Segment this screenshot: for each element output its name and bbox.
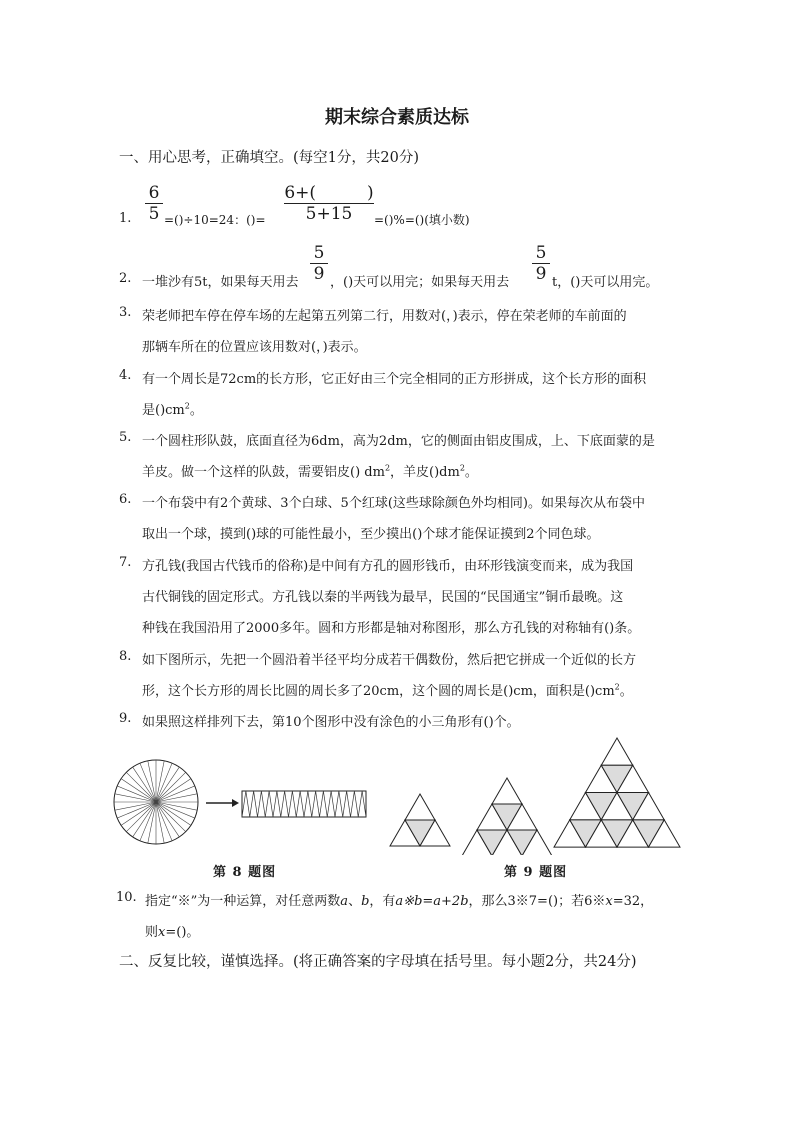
q9-number: 9.	[119, 711, 132, 726]
q2-text-c: t，()天可以用完。	[552, 275, 659, 290]
q3-number: 3.	[119, 305, 132, 320]
q8-sup: 2	[614, 682, 620, 692]
fig8-caption: 第 8 题图	[213, 865, 277, 880]
q9-line-1: 如果照这样排列下去，第10个图形中没有涂色的小三角形有()个。	[142, 715, 520, 730]
q4-sup: 2	[184, 401, 190, 411]
unshaded-small-triangle	[601, 738, 633, 765]
fig8-rectangle	[242, 791, 366, 817]
q5-line-2b: ，羊皮()dm	[390, 465, 460, 480]
q1-number: 1.	[119, 211, 132, 226]
fig8-circle	[114, 760, 198, 844]
q1-fraction-2	[284, 183, 374, 224]
q4-number: 4.	[119, 368, 132, 383]
q10-var-b: b	[361, 894, 370, 909]
q1-frac1-numerator: 6	[148, 183, 160, 203]
q5-sup-2: 2	[459, 463, 465, 473]
q7-line-3: 种钱在我国沿用了2000多年。圆和方形都是轴对称图形，那么方孔钱的对称轴有()条。	[142, 621, 641, 636]
q10-l2a: 则	[145, 925, 159, 940]
q5-line-1: 一个圆柱形队鼓，底面直径为6dm，高为2dm，它的侧面由铝皮围成，上、下底面蒙的是	[142, 434, 655, 449]
q10-line-2	[145, 921, 199, 940]
fig9-caption: 第 9 题图	[504, 865, 568, 880]
q10-b: ，有	[369, 894, 396, 909]
arrow-icon	[206, 799, 239, 807]
fig9-triangle-2-grid	[462, 778, 552, 855]
q5-line-2a: 羊皮。做一个这样的队鼓，需要铝皮() dm	[142, 465, 385, 480]
q10-c: ，那么3※7=()；若6※	[468, 894, 606, 909]
q5-number: 5.	[119, 430, 132, 445]
q1-frac2-numerator: 6+( )	[284, 183, 374, 203]
q1-frac1-denominator: 5	[148, 204, 160, 224]
q2-fraction-1	[310, 243, 328, 284]
q10-line-1	[145, 890, 653, 909]
q10-sep: 、	[348, 894, 362, 909]
q8-line-2-text: 形，这个长方形的周长比圆的周长多了20cm，这个圆的周长是()cm，面积是()cm	[142, 684, 615, 699]
q4-line-2	[142, 399, 203, 418]
q10-number: 10.	[116, 890, 137, 905]
q4-line-2-text: 是()cm	[142, 403, 185, 418]
q4-end: 。	[189, 403, 203, 418]
q2-text-b: ，()天可以用完；如果每天用去	[330, 275, 510, 290]
fig9-triangle-3-grid	[554, 738, 680, 847]
q10-l2x: x	[158, 925, 166, 940]
q10-var-a: a	[340, 894, 349, 909]
q2-number: 2.	[119, 271, 132, 286]
q5-line-2	[142, 461, 478, 480]
q1-mid: =()÷10=24：	[164, 213, 247, 227]
q1-text-mid	[164, 211, 266, 228]
unshaded-small-triangle	[492, 778, 522, 804]
q7-line-2: 古代铜钱的固定形式。方孔钱以秦的半两钱为最早，民国的“民国通宝”铜币最晚。这	[142, 590, 624, 605]
q2-f1-numerator: 5	[313, 243, 325, 263]
q5-sup-1: 2	[384, 463, 391, 473]
q4-line-1: 有一个周长是72cm的长方形，它正好由三个完全相同的正方形拼成，这个长方形的面积	[142, 372, 647, 387]
q10-expr: a※b=a+2b	[395, 894, 469, 909]
q2-text-a: 一堆沙有5t，如果每天用去	[142, 275, 299, 290]
q7-number: 7.	[119, 555, 132, 570]
q10-d: =32，	[612, 894, 654, 909]
q10-a: 指定“※”为一种运算，对任意两数	[145, 894, 341, 909]
page-title: 期末综合素质达标	[325, 107, 469, 128]
q8-line-2	[142, 680, 633, 699]
figures	[110, 730, 690, 855]
q10-var-x: x	[605, 894, 613, 909]
section-2-heading: 二、反复比较，谨慎选择。(将正确答案的字母填在括号里。每小题2分，共24分)	[119, 954, 637, 970]
q8-end: 。	[619, 684, 633, 699]
q1-ratio-tail: ()=	[246, 213, 266, 227]
q3-line-1: 荣老师把车停在停车场的左起第五列第二行，用数对(，)表示，停在荣老师的车前面的	[142, 309, 627, 324]
q1-tail: =()%=()(填小数)	[374, 213, 470, 227]
q2-fraction-2	[532, 243, 550, 284]
q1-fraction-1	[145, 183, 163, 224]
q6-line-1: 一个布袋中有2个黄球、3个白球、5个红球(这些球除颜色外均相同)。如果每次从布袋中	[142, 496, 645, 511]
q8-line-1: 如下图所示，先把一个圆沿着半径平均分成若干偶数份，然后把它拼成一个近似的长方	[142, 653, 637, 668]
unshaded-small-triangle	[405, 794, 435, 820]
q2-f2-denominator: 9	[535, 264, 547, 284]
q5-end: 。	[464, 465, 478, 480]
q6-number: 6.	[119, 492, 132, 507]
q10-l2b: =()。	[165, 925, 200, 940]
q6-line-2: 取出一个球，摸到()球的可能性最小，至少摸出()个球才能保证摸到2个同色球。	[142, 527, 600, 542]
section-1-heading: 一、用心思考，正确填空。(每空1分，共20分)	[119, 150, 419, 166]
q3-line-2: 那辆车所在的位置应该用数对(，)表示。	[142, 340, 367, 355]
fig9-triangle-1-grid	[390, 794, 450, 846]
q1-frac2-denominator: 5+15	[305, 204, 353, 224]
q2-f2-numerator: 5	[535, 243, 547, 263]
q7-line-1: 方孔钱(我国古代钱币的俗称)是中间有方孔的圆形钱币，由环形钱演变而来，成为我国	[142, 559, 634, 574]
q2-f1-denominator: 9	[313, 264, 325, 284]
q8-number: 8.	[119, 649, 132, 664]
